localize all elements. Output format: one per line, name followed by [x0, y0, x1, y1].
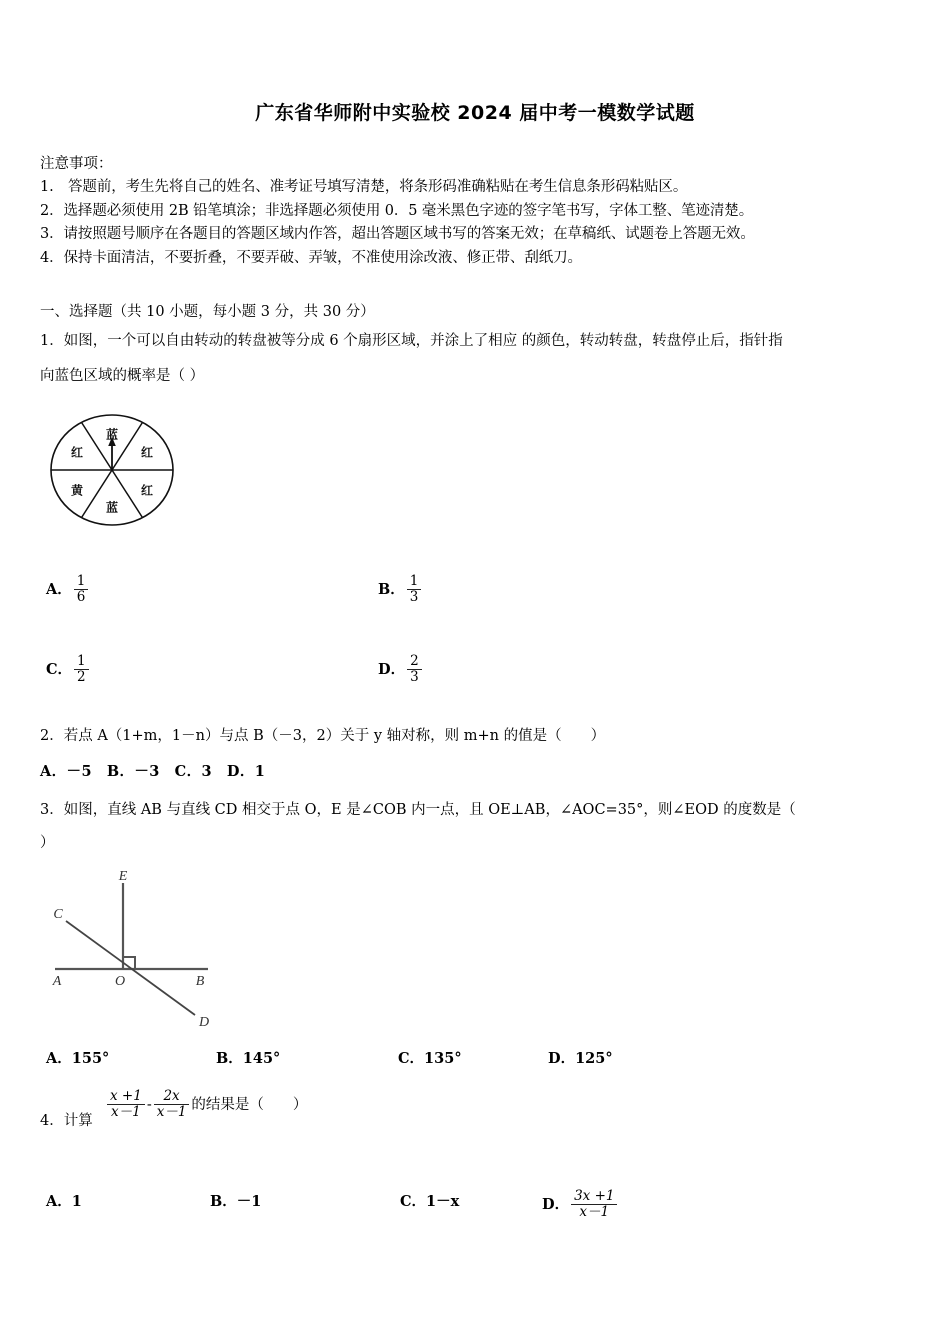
question-1-option-b-fraction [407, 574, 422, 604]
question-4-option-d-label: D． [542, 1196, 570, 1214]
question-4-option-a-label: A． [46, 1193, 72, 1210]
question-4-option-b[interactable] [210, 1190, 261, 1211]
question-4-fraction-1-numerator: x +1 [110, 1088, 142, 1104]
question-4-fraction-2-numerator: 2x [163, 1088, 180, 1104]
question-4-option-a-value: 1 [71, 1193, 82, 1210]
question-1-option-a-label: A． [46, 581, 72, 599]
notice-item-4: 4．保持卡面清洁，不要折叠，不要弄破、弄皱，不准使用涂改液、修正带、刮纸刀。 [40, 249, 582, 266]
question-4-option-b-value: －1 [236, 1193, 262, 1210]
wheel-sector-label-upper-right: 红 [140, 445, 154, 460]
question-1-option-d-denominator: 3 [407, 669, 422, 685]
question-3-option-a-value: 155° [71, 1050, 110, 1067]
question-3-option-d-label: D． [548, 1050, 576, 1067]
question-1-option-c-denominator: 2 [74, 669, 89, 685]
question-1-option-b-label: B． [378, 581, 405, 599]
question-1-option-d-label: D． [378, 661, 406, 679]
question-1-option-c-fraction [74, 654, 89, 684]
question-3-line-2: ） [40, 835, 55, 851]
geometry-label-o: O [114, 974, 126, 989]
question-1-option-c-label: C． [46, 661, 73, 679]
geometry-label-b: B [195, 974, 205, 989]
question-1-option-d-fraction [407, 654, 422, 684]
question-3-option-b-label: B． [216, 1050, 243, 1067]
wheel-sector-label-lower-left: 黄 [70, 483, 84, 498]
spinner-wheel-figure [48, 412, 180, 530]
question-4-fraction-1-denominator: x－1 [107, 1104, 145, 1120]
question-1-option-b[interactable] [378, 575, 423, 605]
question-1-option-a-denominator: 6 [74, 589, 89, 605]
question-4-option-d-denominator: x－1 [571, 1204, 617, 1220]
question-4-prefix: 4．计算 [40, 1113, 93, 1129]
question-3-option-a[interactable] [46, 1047, 109, 1068]
question-3-option-c-value: 135° [424, 1050, 462, 1067]
notice-item-2: 2．选择题必须使用 2B 铅笔填涂；非选择题必须使用 0．5 毫米黑色字迹的签字笔书写，字体工整、笔迹清楚。 [40, 202, 754, 219]
notice-heading: 注意事项： [40, 156, 113, 172]
question-4-option-c-label: C． [400, 1193, 427, 1210]
question-4-option-d[interactable] [542, 1190, 619, 1220]
notice-item-1: 1. 答题前，考生先将自己的姓名、准考证号填写清楚，将条形码准确粘贴在考生信息条形码粘贴区。 [40, 179, 688, 195]
question-3-option-d-value: 125° [575, 1050, 613, 1067]
page-title: 广东省华师附中实验校 2024 届中考一模数学试题 [255, 102, 695, 124]
question-4-suffix: 的结果是（ ） [191, 1097, 308, 1114]
question-3-option-b[interactable] [216, 1047, 280, 1068]
question-1-option-b-denominator: 3 [407, 589, 422, 605]
question-3-option-a-label: A． [46, 1050, 72, 1067]
question-4-option-d-numerator: 3x +1 [574, 1188, 615, 1204]
question-1-option-c[interactable] [46, 655, 91, 685]
wheel-sector-label-upper-left: 红 [70, 445, 84, 460]
section-heading-multiple-choice: 一、选择题（共 10 小题，每小题 3 分，共 30 分） [40, 304, 375, 320]
question-3-line-1: 3．如图，直线 AB 与直线 CD 相交于点 O，E 是∠COB 内一点，且 OE⊥AB，∠AOC=35°，则∠EOD 的度数是（ [40, 802, 796, 818]
question-4-option-d-fraction [571, 1189, 617, 1219]
geometry-figure-svg [40, 865, 270, 1040]
geometry-figure [40, 865, 270, 1040]
question-4-operator: - [146, 1097, 152, 1114]
wheel-sector-label-top: 蓝 [105, 427, 119, 442]
question-1-line-2: 向蓝色区域的概率是（ ） [40, 368, 205, 384]
notice-item-3: 3．请按照题号顺序在各题目的答题区域内作答，超出答题区域书写的答案无效；在草稿纸、试题卷上答题无效。 [40, 226, 755, 242]
question-1-option-d-numerator: 2 [410, 653, 419, 669]
question-3-option-c[interactable] [398, 1047, 462, 1068]
question-1-option-a[interactable] [46, 575, 90, 605]
question-4-expression [105, 1090, 307, 1120]
question-4-fraction-2 [154, 1089, 190, 1119]
geometry-label-d: D [198, 1015, 210, 1030]
question-2-options-inline[interactable]: A．－5 B．－3 C．3 D．1 [40, 763, 266, 780]
wheel-sector-label-lower-right: 红 [140, 483, 154, 498]
wheel-sector-label-bottom: 蓝 [105, 500, 119, 515]
question-3-option-b-value: 145° [242, 1050, 281, 1067]
question-4-option-c-value: 1－x [426, 1193, 460, 1210]
question-3-option-d[interactable] [548, 1047, 613, 1068]
question-1-option-c-numerator: 1 [77, 653, 86, 669]
geometry-label-a: A [52, 974, 62, 989]
question-2-text: 2．若点 A（1+m，1－n）与点 B（－3，2）关于 y 轴对称，则 m+n 的值是（ ） [40, 728, 606, 744]
question-4-option-a[interactable] [46, 1190, 82, 1211]
geometry-label-c: C [53, 907, 63, 922]
question-1-line-1: 1．如图，一个可以自由转动的转盘被等分成 6 个扇形区域，并涂上了相应 的颜色，转动转盘，转盘停止后，指针指 [40, 333, 783, 349]
question-1-option-b-numerator: 1 [409, 573, 419, 589]
question-4-fraction-2-denominator: x－1 [154, 1104, 190, 1120]
question-3-option-c-label: C． [398, 1050, 425, 1067]
notice-block [40, 153, 915, 270]
question-4-fraction-1 [107, 1089, 145, 1119]
question-4-option-b-label: B． [210, 1193, 237, 1210]
question-4-option-c[interactable] [400, 1190, 459, 1211]
question-1-option-a-numerator: 1 [76, 573, 86, 589]
question-1-option-a-fraction [74, 574, 89, 604]
question-1-option-d[interactable] [378, 655, 424, 685]
geometry-label-e: E [118, 869, 128, 884]
